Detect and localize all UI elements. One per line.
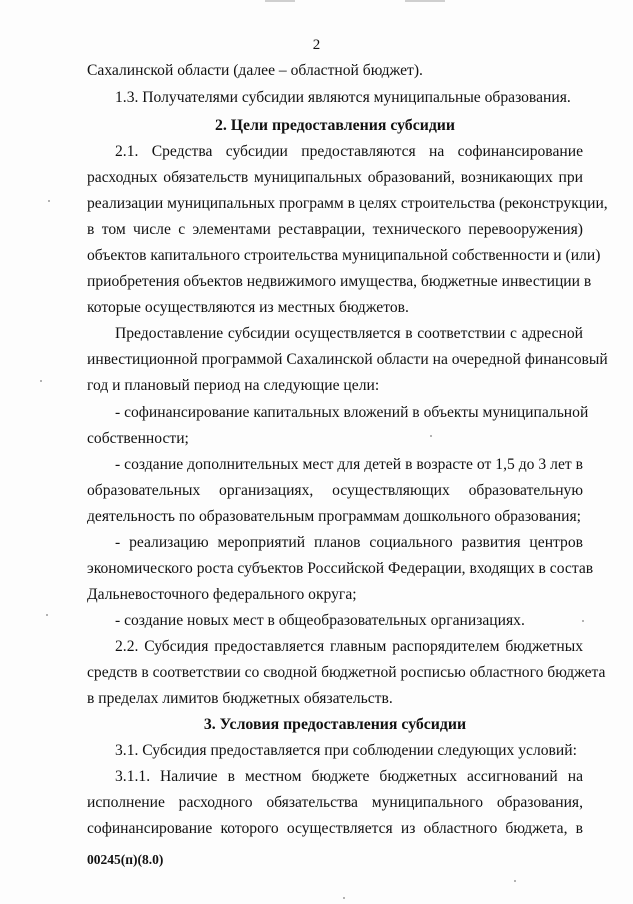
text-line: объектов капитального строительства муниципальной собственности и (или) [87, 247, 601, 264]
scan-speck [343, 897, 345, 899]
scan-edge-mark [265, 0, 295, 2]
list-item: - создание дополнительных мест для детей в возрасте от 1,5 до 3 лет в [115, 456, 583, 473]
text-line: собственности; [87, 430, 189, 447]
text-line: экономического роста субъектов Российской Федерации, входящих в состав [87, 560, 594, 577]
text-line: исполнение расходного обязательства муниципального образования, [87, 794, 583, 811]
page-number: 2 [312, 37, 321, 53]
list-item: - создание новых мест в общеобразовательных организациях. [115, 612, 525, 629]
text-line: приобретения объектов недвижимого имущества, бюджетные инвестиции в [87, 273, 592, 290]
text-line: деятельность по образовательным программам дошкольного образования; [87, 508, 581, 525]
text-line: год и плановый период на следующие цели: [87, 377, 380, 394]
text-line: 3.1. Субсидия предоставляется при соблюдении следующих условий: [115, 742, 577, 759]
scan-speck [430, 435, 432, 437]
text-line: Предоставление субсидии осуществляется в соответствии с адресной [115, 325, 583, 342]
scan-speck [514, 880, 516, 882]
list-item: - софинансирование капитальных вложений в объекты муниципальной [115, 404, 589, 421]
text-line: 1.3. Получателями субсидии являются муниципальные образования. [115, 89, 571, 106]
text-line: в том числе с элементами реставрации, технического перевооружения) [87, 221, 583, 238]
text-line: 2.1. Средства субсидии предоставляются на софинансирование [115, 143, 583, 160]
list-item: - реализацию мероприятий планов социального развития центров [115, 534, 583, 551]
scan-speck [46, 614, 48, 616]
scan-edge-mark [405, 0, 445, 2]
document-code: 00245(п)(8.0) [87, 852, 164, 867]
scan-speck [40, 380, 42, 382]
text-line: Сахалинской области (далее – областной бюджет). [87, 62, 423, 79]
text-line: образовательных организациях, осуществляющих образовательную [87, 482, 583, 499]
scan-speck [582, 620, 584, 622]
text-line: которые осуществляются из местных бюджетов. [87, 299, 409, 316]
text-line: реализации муниципальных программ в целях строительства (реконструкции, [87, 195, 608, 212]
scan-speck [48, 200, 50, 202]
text-line: расходных обязательств муниципальных образований, возникающих при [87, 169, 583, 186]
section-heading: 2. Цели предоставления субсидии [214, 117, 456, 134]
text-line: Дальневосточного федерального округа; [87, 586, 357, 603]
text-line: в пределах лимитов бюджетных обязательств. [87, 690, 393, 707]
section-heading: 3. Условия предоставления субсидии [203, 716, 467, 733]
text-line: софинансирование которого осуществляется из областного бюджета, в [87, 820, 583, 837]
text-line: инвестиционной программой Сахалинской области на очередной финансовый [87, 351, 608, 368]
text-line: 3.1.1. Наличие в местном бюджете бюджетных ассигнований на [115, 768, 583, 785]
text-line: средств в соответствии со сводной бюджетной росписью областного бюджета [87, 664, 606, 681]
text-line: 2.2. Субсидия предоставляется главным распорядителем бюджетных [115, 638, 583, 655]
